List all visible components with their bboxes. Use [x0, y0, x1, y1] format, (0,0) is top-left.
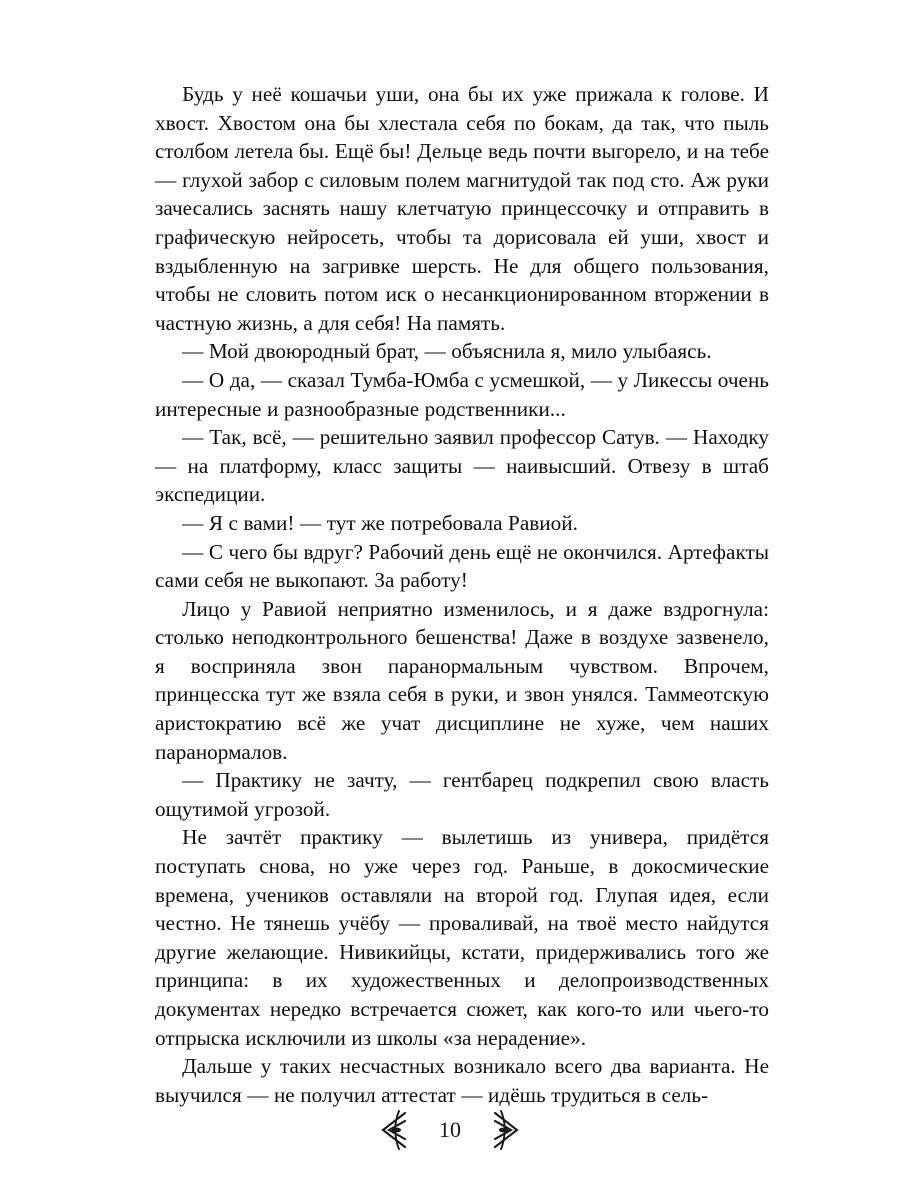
paragraph: Лицо у Равиой неприятно изменилось, и я даже вздрогнула: столько неподконтрольного бешенства! Даже в воздухе зазвенело, я восприняла звон паранормальным чувством. Впрочем, принцесска тут же взяла себя в руки, и звон унялся. Таммеотскую аристократию всё же учат дисциплине не хуже, чем наших паранормалов. — [155, 596, 769, 764]
paragraph: Не зачтёт практику — вылетишь из универа, придётся поступать снова, но уже через год. Раньше, в докосмические времена, учеников оставляли на второй год. Глупая идея, если честно. Не тянешь учёбу — проваливай, на твоё место найдутся другие желающие. Нивикийцы, кстати, придерживались того же принципа: в их художественных и делопроизводственных документах нередко встречается сюжет, как кого-то или чьего-то отпрыска исключили из школы «за нерадение». — [155, 825, 769, 1050]
paragraph: — Я с вами! — тут же потребовала Равиой. — [182, 510, 578, 535]
paragraph: Дальше у таких несчастных возникало всего два варианта. Не выучился — не получил аттестат — идёшь трудиться в сель- — [155, 1054, 769, 1107]
paragraph: — С чего бы вдруг? Рабочий день ещё не окончился. Артефакты сами себя не выкопают. За работу! — [155, 539, 770, 593]
paragraph: Будь у неё кошачьи уши, она бы их уже прижала к голове. И хвост. Хвостом она бы хлестала себя по бокам, да так, что пыль столбом летела бы. Ещё бы! Дельце ведь почти выгорело, и на тебе — глухой забор с силовым полем магнитудой так под сто. Аж руки зачесались заснять нашу клетчатую принцессочку и отправить в графическую нейросеть, чтобы та дорисовала ей уши, хвост и вздыбленную на загривке шерсть. Не для общего пользования, чтобы не словить потом иск о несанкционированном вторжении в частную жизнь, а для себя! На память. — [155, 82, 769, 335]
page-footer — [0, 1104, 900, 1156]
paragraph: — Мой двоюродный брат, — объяснила я, мило улыбаясь. — [182, 339, 712, 364]
paragraph: — О да, — сказал Тумба-Юмба с усмешкой, — у Ликессы очень интересные и разнообразные родственники... — [155, 367, 769, 421]
right-arrow-ornament-icon — [491, 1109, 525, 1151]
body-text-column — [155, 80, 769, 1109]
page-number: 10 — [439, 1117, 461, 1142]
left-arrow-ornament-icon — [375, 1109, 409, 1151]
paragraph: — Практику не зачту, — гентбарец подкрепил свою власть ощутимой угрозой. — [155, 768, 769, 821]
paragraph: — Так, всё, — решительно заявил профессор Сатув. — Находку — на платформу, класс защиты — наивысший. Отвезу в штаб экспедиции. — [155, 425, 769, 507]
